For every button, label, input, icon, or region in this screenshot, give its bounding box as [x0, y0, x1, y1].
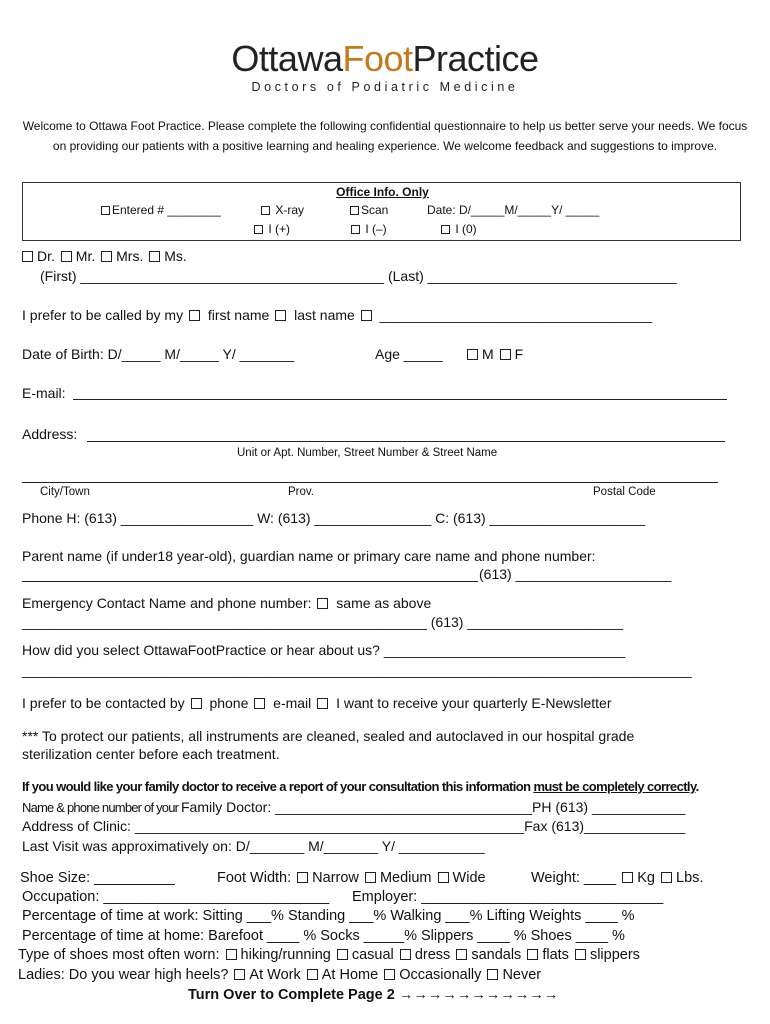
- gender-options: [465, 346, 523, 362]
- contact-phone-label: phone: [209, 695, 249, 711]
- office-scan-label: Scan: [361, 203, 389, 217]
- ms-label: Ms.: [164, 248, 187, 264]
- address-city-field[interactable]: [22, 482, 718, 483]
- medium-label: Medium: [379, 870, 432, 886]
- title-options: [20, 248, 187, 264]
- contact-phone-checkbox[interactable]: [191, 698, 202, 709]
- dr-checkbox[interactable]: [22, 251, 33, 262]
- foot-width-label: Foot Width:: [217, 870, 292, 886]
- weight-field[interactable]: Weight: ____: [531, 870, 617, 886]
- mr-checkbox[interactable]: [61, 251, 72, 262]
- ms-checkbox[interactable]: [149, 251, 160, 262]
- city-caption: City/Town: [40, 486, 90, 498]
- postal-caption: Postal Code: [593, 486, 656, 498]
- family-doctor-notice-emphasis: must be completely correctly: [533, 779, 696, 794]
- casual-label: casual: [351, 947, 394, 963]
- address-label: Address:: [22, 426, 78, 442]
- shoe-type-row: [18, 947, 640, 963]
- wide-checkbox[interactable]: [438, 872, 449, 883]
- sterilization-notice-line1: *** To protect our patients, all instruments are cleaned, sealed and autoclaved in our hospital grade: [22, 728, 635, 744]
- xray-checkbox[interactable]: [261, 206, 270, 215]
- prefer-label: I prefer to be called by my: [22, 307, 184, 323]
- contact-preference-row: [22, 695, 612, 711]
- emergency-field[interactable]: ____________________________________________________ (613) ____________________: [22, 614, 624, 630]
- at-work-checkbox[interactable]: [234, 969, 245, 980]
- dob-field[interactable]: Date of Birth: D/_____ M/_____ Y/ _______: [22, 346, 295, 362]
- at-home-checkbox[interactable]: [307, 969, 318, 980]
- prefer-last-checkbox[interactable]: [275, 310, 286, 321]
- family-doctor-row: [22, 799, 685, 815]
- family-doctor-name-label: Name & phone number of your: [22, 800, 181, 815]
- contact-label: I prefer to be contacted by: [22, 695, 185, 711]
- address-street-caption: Unit or Apt. Number, Street Number & Street Name: [237, 447, 498, 459]
- sterilization-notice-line2: sterilization center before each treatment.: [22, 746, 280, 762]
- family-doctor-label: Family Doctor:: [180, 799, 276, 815]
- clinic-address-field[interactable]: Address of Clinic: __________________________________________________Fax (613)_____________: [22, 818, 686, 834]
- logo-word-ottawa: Ottawa: [231, 38, 343, 79]
- logo-word-foot: Foot: [342, 38, 413, 79]
- occupation-field[interactable]: Occupation: ____________________________: [22, 889, 330, 905]
- work-time-field[interactable]: Percentage of time at work: Sitting ___% Standing ___% Walking ___% Lifting Weights ____ %: [22, 908, 635, 924]
- phone-fields[interactable]: Phone H: (613) _________________ W: (613) _______________ C: (613) ____________________: [22, 510, 646, 526]
- office-xray: [261, 203, 304, 217]
- parent-phone-field[interactable]: (613) ____________________: [479, 566, 672, 582]
- prefer-first-checkbox[interactable]: [189, 310, 200, 321]
- slippers-checkbox[interactable]: [575, 949, 586, 960]
- office-i-minus: [351, 222, 387, 236]
- office-info-box: [22, 182, 741, 241]
- last-visit-field[interactable]: Last Visit was approximatively on: D/_______ M/_______ Y/ ___________: [22, 838, 485, 854]
- never-checkbox[interactable]: [487, 969, 498, 980]
- casual-checkbox[interactable]: [337, 949, 348, 960]
- mr-label: Mr.: [75, 248, 96, 264]
- hiking-checkbox[interactable]: [226, 949, 237, 960]
- home-time-field[interactable]: Percentage of time at home: Barefoot ____ % Socks _____% Slippers ____ % Shoes ____ %: [22, 928, 625, 944]
- welcome-paragraph: Welcome to Ottawa Foot Practice. Please complete the following confidential questionnaire to help us better serve your needs. We focus on providing our patients with a positive learning and healing experience. We welcome feedback and suggestions to improve.: [22, 119, 748, 153]
- sandals-checkbox[interactable]: [456, 949, 467, 960]
- prov-caption: Prov.: [288, 486, 314, 498]
- family-doctor-notice-text: If you would like your family doctor to receive a report of your consultation this information: [22, 779, 534, 794]
- occasionally-checkbox[interactable]: [384, 969, 395, 980]
- lbs-checkbox[interactable]: [661, 872, 672, 883]
- wide-label: Wide: [452, 870, 486, 886]
- office-info-title: Office Info. Only: [336, 185, 429, 199]
- family-doctor-field[interactable]: _________________________________PH (613) ____________: [275, 799, 686, 815]
- lbs-label: Lbs.: [676, 870, 704, 886]
- employer-field[interactable]: Employer: ______________________________: [352, 889, 664, 905]
- at-home-label: At Home: [321, 967, 379, 983]
- mrs-label: Mrs.: [116, 248, 144, 264]
- family-doctor-notice: [22, 779, 699, 794]
- office-entered: [101, 203, 221, 217]
- never-label: Never: [502, 967, 542, 983]
- contact-email-label: e-mail: [273, 695, 312, 711]
- high-heels-label: Ladies: Do you wear high heels?: [18, 967, 229, 983]
- medium-checkbox[interactable]: [365, 872, 376, 883]
- family-doctor-notice-period: .: [695, 779, 699, 794]
- email-field[interactable]: [73, 399, 727, 400]
- logo-word-practice: Practice: [412, 38, 539, 79]
- dress-label: dress: [414, 947, 451, 963]
- sandals-label: sandals: [471, 947, 522, 963]
- address-street-field[interactable]: [87, 441, 725, 442]
- turn-over-note: Turn Over to Complete Page 2 →→→→→→→→→→→: [188, 987, 559, 1003]
- slippers-label: slippers: [589, 947, 640, 963]
- at-work-label: At Work: [249, 967, 301, 983]
- newsletter-checkbox[interactable]: [317, 698, 328, 709]
- practice-subtitle: Doctors of Podiatric Medicine: [251, 80, 519, 94]
- prefer-other-field[interactable]: ___________________________________: [379, 307, 653, 323]
- practice-logo: [0, 38, 770, 80]
- office-i-plus-label: I (+): [268, 222, 291, 236]
- office-i-plus: [254, 222, 290, 236]
- hiking-label: hiking/running: [240, 947, 331, 963]
- referral-field[interactable]: How did you select OttawaFootPractice or hear about us? _______________________________: [22, 642, 626, 658]
- foot-width-row: [217, 870, 486, 886]
- kg-checkbox[interactable]: [622, 872, 633, 883]
- referral-line-2[interactable]: ______________________________________________________________________________________: [22, 662, 692, 678]
- high-heels-row: [18, 967, 541, 983]
- office-date: Date: D/_____M/_____Y/ _____: [427, 203, 600, 217]
- occasionally-label: Occasionally: [399, 967, 482, 983]
- newsletter-label: I want to receive your quarterly E-Newsletter: [336, 695, 612, 711]
- preferred-name-row: [22, 307, 652, 323]
- prefer-first-label: first name: [207, 307, 270, 323]
- email-label: E-mail:: [22, 385, 66, 401]
- i-plus-checkbox[interactable]: [254, 225, 263, 234]
- prefer-other-checkbox[interactable]: [361, 310, 372, 321]
- contact-email-checkbox[interactable]: [254, 698, 265, 709]
- parent-name-field[interactable]: [22, 581, 478, 582]
- mrs-checkbox[interactable]: [101, 251, 112, 262]
- emergency-row: [22, 595, 431, 611]
- weight-row: [531, 870, 703, 886]
- parent-label: Parent name (if under18 year-old), guardian name or primary care name and phone number:: [22, 548, 596, 564]
- office-i-zero: [441, 222, 477, 236]
- i-minus-checkbox[interactable]: [351, 225, 360, 234]
- office-scan: [350, 203, 388, 217]
- age-field[interactable]: Age _____: [375, 346, 443, 362]
- shoe-size-field[interactable]: Shoe Size: __________: [20, 870, 175, 886]
- dr-label: Dr.: [37, 248, 55, 264]
- scan-checkbox[interactable]: [350, 206, 359, 215]
- i-zero-checkbox[interactable]: [441, 225, 450, 234]
- narrow-checkbox[interactable]: [297, 872, 308, 883]
- shoe-type-label: Type of shoes most often worn:: [18, 947, 220, 963]
- office-i-minus-label: I (–): [365, 222, 387, 236]
- dress-checkbox[interactable]: [400, 949, 411, 960]
- prefer-last-label: last name: [294, 307, 355, 323]
- email-row: [22, 385, 66, 401]
- flats-checkbox[interactable]: [527, 949, 538, 960]
- female-checkbox[interactable]: [500, 349, 511, 360]
- male-label: M: [482, 346, 494, 362]
- kg-label: Kg: [637, 870, 655, 886]
- narrow-label: Narrow: [312, 870, 359, 886]
- office-i-zero-label: I (0): [455, 222, 477, 236]
- same-as-above-checkbox[interactable]: [317, 598, 328, 609]
- entered-checkbox[interactable]: [101, 206, 110, 215]
- same-as-above-label: same as above: [336, 595, 432, 611]
- flats-label: flats: [542, 947, 569, 963]
- name-fields[interactable]: (First) _______________________________________ (Last) ________________________________: [40, 268, 677, 284]
- male-checkbox[interactable]: [467, 349, 478, 360]
- emergency-label: Emergency Contact Name and phone number:: [22, 595, 312, 611]
- office-xray-label: X-ray: [275, 203, 305, 217]
- female-label: F: [514, 346, 524, 362]
- office-entered-label: Entered # ________: [112, 203, 221, 217]
